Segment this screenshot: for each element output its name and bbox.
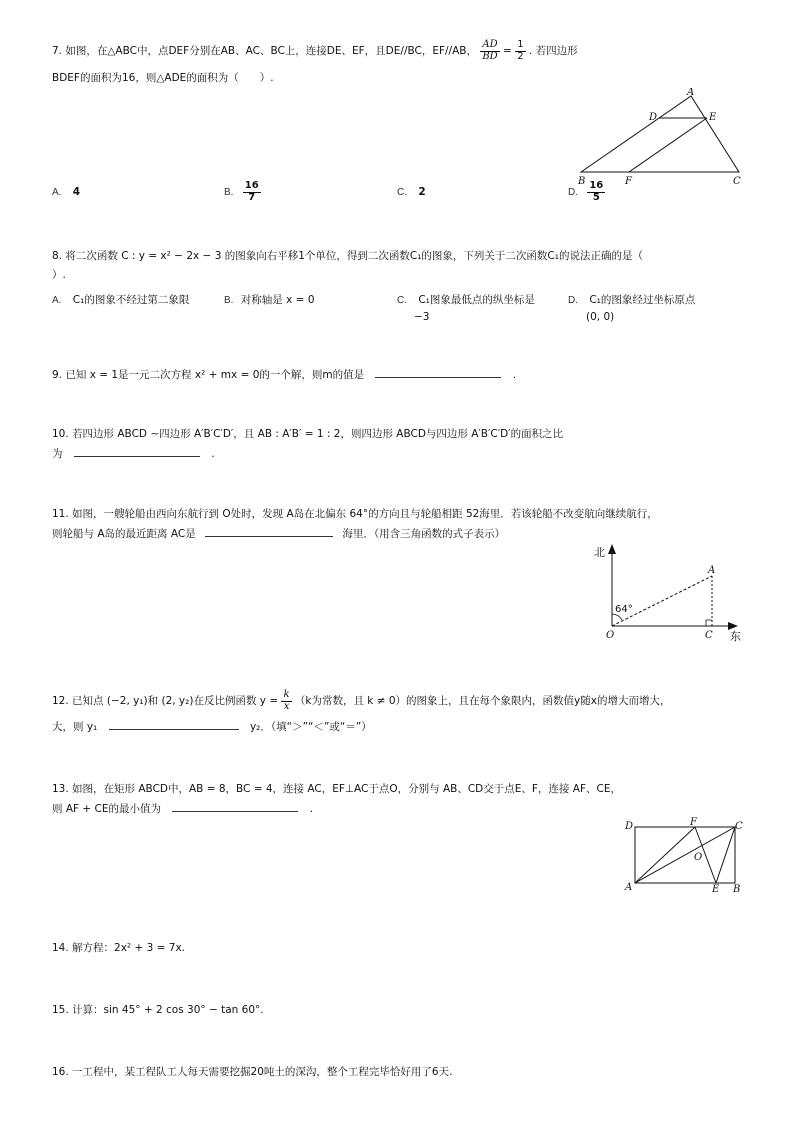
- q8-line1: 8. 将二次函数 C : y = x² − 2x − 3 的图象向右平移1个单位，得到二次函数C₁的图象，下列关于二次函数C₁的说法正确的是（: [52, 250, 643, 262]
- q12-line1: 12. 已知点 (−2, y₁)和 (2, y₂)在反比例函数 y = $\frac{k}{x}$ （k为常数，且 k ≠ 0）的图象上，且在每个象限内，函数值y随x的增大而增大，: [52, 689, 671, 712]
- q13-label-c: C: [735, 821, 743, 832]
- q8-option-d[interactable]: D. C₁的图象经过坐标原点: [568, 294, 696, 306]
- q13-label-f: F: [690, 817, 697, 828]
- q7-label-c: C: [733, 176, 741, 187]
- q10-line1: 10. 若四边形 ABCD ∼四边形 A′B′C′D′，且 AB : A′B′ = 1 : 2，则四边形 ABCD与四边形 A′B′C′D′的面积之比: [52, 428, 564, 440]
- q11-label-o: O: [606, 630, 615, 641]
- q7-line1: 7. 如图，在△ABC中，点DEF分别在AB、AC、BC上，连接DE、EF，且DE//BC，EF//AB， $\frac{AD}{BD}$ = $\frac{1}{2}$ . 若四边形: [52, 39, 578, 62]
- q11-label-a: A: [708, 565, 716, 576]
- q10-answer-blank[interactable]: [74, 445, 200, 457]
- q7-option-a[interactable]: A. 4: [52, 186, 81, 198]
- q11-line1: 11. 如图，一艘轮船由西向东航行到 O处时，发现 A岛在北偏东 64°的方向且与轮船相距 52海里．若该轮船不改变航向继续航行，: [52, 508, 658, 520]
- q14-text: 14. 解方程：2x² + 3 = 7x.: [52, 942, 185, 954]
- q11-east-label: 东: [730, 630, 741, 643]
- q13-label-o: O: [694, 852, 703, 863]
- q15-text: 15. 计算：sin 45° + 2 cos 30° − tan 60°.: [52, 1004, 264, 1016]
- q11-label-c: C: [705, 630, 713, 641]
- q13-line2: 则 AF + CE的最小值为 .: [52, 800, 313, 816]
- q7-option-d[interactable]: D. $\frac{16}{5}$: [568, 180, 604, 203]
- q11-north-label: 北: [594, 546, 605, 559]
- q12-fraction-k-x: $\frac{k}{x}$: [283, 689, 290, 712]
- q13-rectangle-figure: [620, 816, 746, 896]
- q11-answer-blank[interactable]: [205, 525, 333, 537]
- q7-option-c[interactable]: C. 2: [397, 186, 426, 198]
- q7-label-e: E: [709, 112, 717, 123]
- q7-triangle-figure: [575, 88, 750, 188]
- q9-line: 9. 已知 x = 1是一元二次方程 x² + mx = 0的一个解，则m的值是 .: [52, 366, 516, 382]
- q13-label-a: A: [625, 882, 633, 893]
- q11-line2: 则轮船与 A岛的最近距离 AC是 海里．（用含三角函数的式子表示）: [52, 525, 505, 541]
- q13-label-d: D: [625, 821, 634, 832]
- q7-label-f: F: [625, 176, 632, 187]
- q10-line2: 为 .: [52, 445, 215, 461]
- q12-answer-blank[interactable]: [109, 718, 239, 730]
- q13-label-b: B: [733, 884, 741, 895]
- q7-fraction-half: $\frac{1}{2}$: [517, 39, 524, 62]
- q9-answer-blank[interactable]: [375, 366, 501, 378]
- q7-fraction-ad-bd: $\frac{AD}{BD}$: [482, 39, 498, 62]
- q7-label-d: D: [649, 112, 658, 123]
- q8-option-c-value: −3: [414, 311, 430, 323]
- q13-line1: 13. 如图，在矩形 ABCD中，AB = 8，BC = 4，连接 AC，EF⊥AC于点O，分别与 AB、CD交于点E、F，连接 AF、CE，: [52, 783, 621, 795]
- q12-line2: 大，则 y₁ y₂．（填“＞”“＜”或“＝”）: [52, 718, 372, 734]
- q16-text: 16. 一工程中，某工程队工人每天需要挖掘20吨土的深沟，整个工程完毕恰好用了6天.: [52, 1066, 453, 1078]
- q7-text: 7. 如图，在△ABC中，点DEF分别在AB、AC、BC上，连接DE、EF，且DE//BC，EF//AB，: [52, 45, 477, 57]
- q7-label-a: A: [687, 88, 695, 98]
- q7-option-b[interactable]: B. $\frac{16}{7}$: [224, 180, 259, 203]
- q13-label-e: E: [712, 884, 720, 895]
- q11-bearing-figure: [588, 540, 748, 646]
- q8-option-a[interactable]: A. C₁的图象不经过第二象限: [52, 294, 190, 306]
- q7-label-b: B: [578, 176, 586, 187]
- q8-option-c[interactable]: C. C₁图象最低点的纵坐标是: [397, 294, 535, 306]
- q11-angle-label: 64°: [615, 604, 633, 615]
- q8-line2: ）.: [52, 269, 66, 281]
- q7-line2: BDEF的面积为16，则△ADE的面积为（ ）.: [52, 72, 274, 84]
- q13-answer-blank[interactable]: [172, 800, 298, 812]
- q8-option-b[interactable]: B. 对称轴是 x = 0: [224, 294, 315, 306]
- q8-option-d-value: (0, 0): [586, 311, 615, 323]
